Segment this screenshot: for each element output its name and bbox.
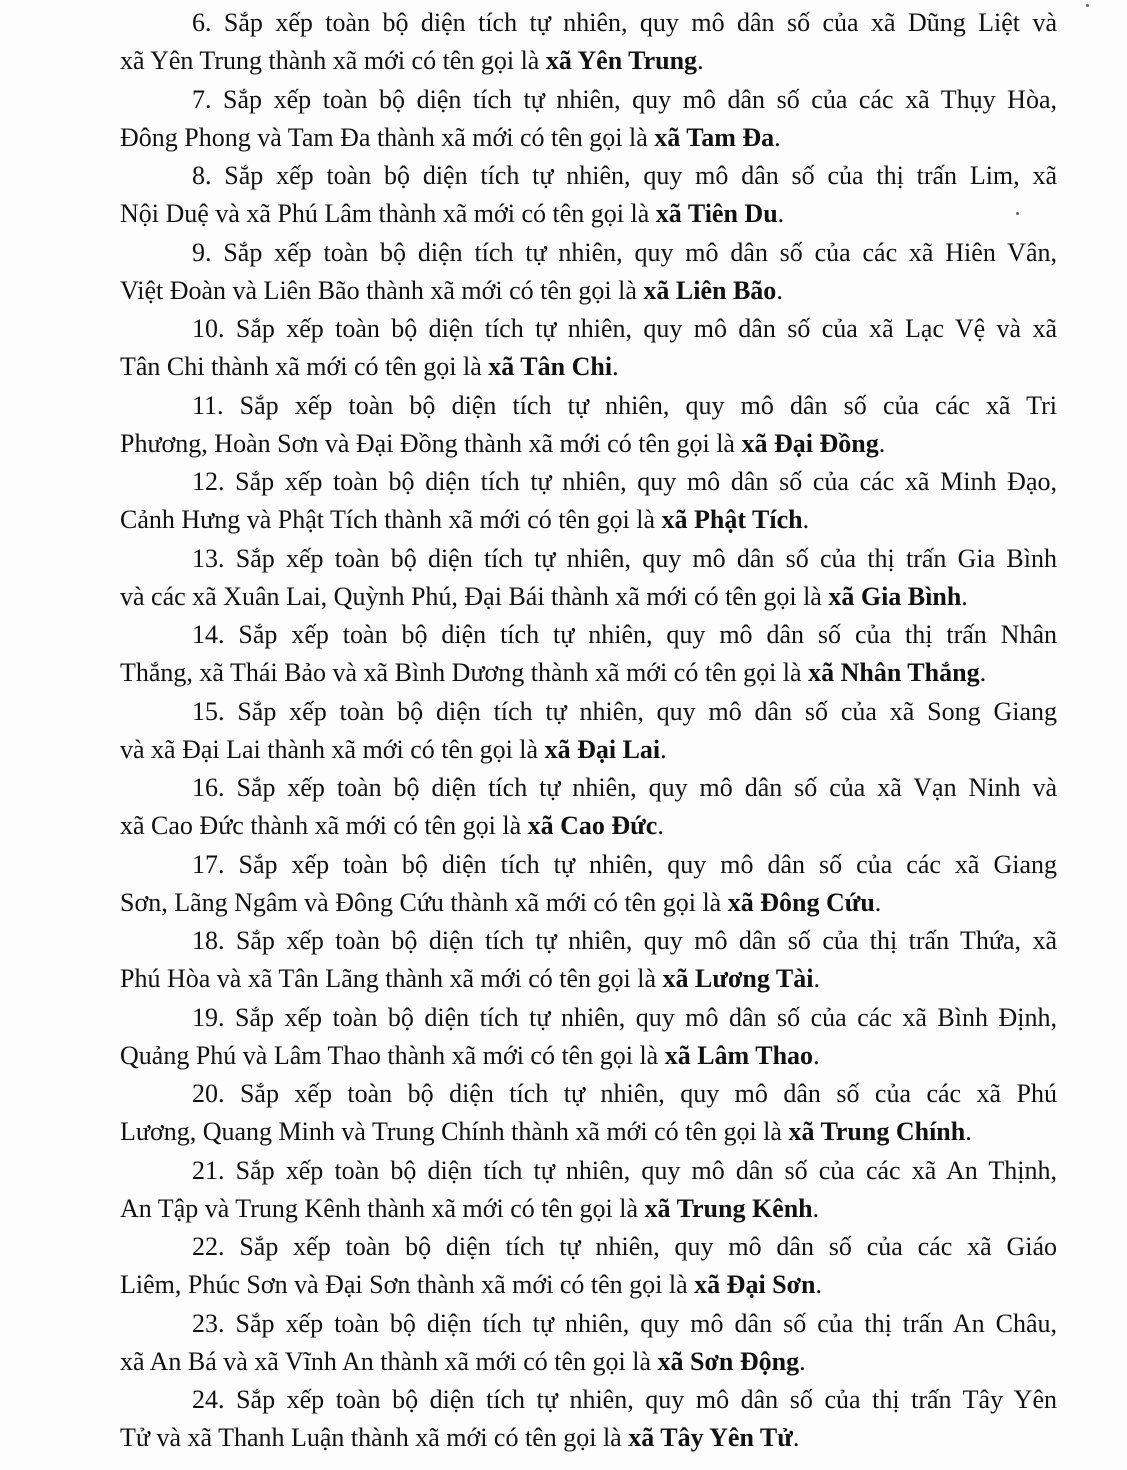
item-first-line: 24. Sắp xếp toàn bộ diện tích tự nhiên, quy mô dân số của thị trấn Tây Yên: [192, 1385, 1057, 1414]
commune-name: xã Tây Yên Tử: [628, 1423, 793, 1452]
item-second-line: [120, 1266, 1057, 1304]
commune-name: xã Lương Tài: [662, 964, 814, 993]
commune-name: xã Phật Tích: [661, 505, 803, 534]
item-second-line: [120, 1037, 1057, 1075]
list-item: [120, 769, 1057, 846]
list-item: [120, 81, 1057, 158]
list-item: [120, 234, 1057, 311]
item-first-line: 9. Sắp xếp toàn bộ diện tích tự nhiên, quy mô dân số của các xã Hiên Vân,: [192, 237, 1057, 267]
item-end-punctuation: .: [813, 964, 820, 993]
item-text: Sơn, Lãng Ngâm và Đông Cứu thành xã mới có tên gọi là: [120, 887, 728, 917]
item-end-punctuation: .: [813, 1040, 820, 1070]
commune-name: xã Đông Cứu: [727, 887, 875, 917]
list-item: [120, 922, 1057, 999]
item-first-line: 22. Sắp xếp toàn bộ diện tích tự nhiên, quy mô dân số của các xã Giáo: [192, 1232, 1057, 1261]
commune-name: xã Nhân Thắng: [808, 658, 980, 687]
item-end-punctuation: .: [961, 581, 968, 611]
item-text: Liêm, Phúc Sơn và Đại Sơn thành xã mới có tên gọi là: [120, 1270, 695, 1299]
list-item: [120, 846, 1057, 923]
item-end-punctuation: .: [612, 352, 619, 381]
commune-name: xã Tân Chi: [488, 352, 613, 381]
item-first-line: 6. Sắp xếp toàn bộ diện tích tự nhiên, quy mô dân số của xã Dũng Liệt và: [192, 8, 1057, 37]
item-second-line: [120, 501, 1057, 539]
item-second-line: [120, 1419, 1057, 1457]
item-first-line: 8. Sắp xếp toàn bộ diện tích tự nhiên, quy mô dân số của thị trấn Lim, xã: [192, 161, 1057, 190]
commune-name: xã Đại Sơn: [694, 1270, 816, 1299]
item-end-punctuation: .: [874, 887, 882, 917]
item-second-line: [120, 654, 1057, 692]
item-first-line: 17. Sắp xếp toàn bộ diện tích tự nhiên, quy mô dân số của các xã Giang: [192, 849, 1057, 879]
item-text: Quảng Phú và Lâm Thao thành xã mới có tên gọi là: [120, 1040, 665, 1070]
commune-name: xã Liên Bão: [643, 275, 777, 305]
scan-speck: [1086, 4, 1089, 7]
item-end-punctuation: .: [777, 199, 785, 228]
item-end-punctuation: .: [657, 811, 664, 840]
list-item: [120, 999, 1057, 1076]
item-text: Nội Duệ và xã Phú Lâm thành xã mới có tên gọi là: [120, 199, 656, 228]
item-second-line: [120, 42, 1057, 80]
item-text: xã Yên Trung thành xã mới có tên gọi là: [120, 46, 546, 75]
item-end-punctuation: .: [965, 1117, 972, 1146]
item-text: Thắng, xã Thái Bảo và xã Bình Dương thành xã mới có tên gọi là: [120, 658, 809, 687]
item-second-line: [120, 807, 1057, 845]
item-second-line: [120, 425, 1057, 463]
item-text: An Tập và Trung Kênh thành xã mới có tên gọi là: [120, 1193, 645, 1223]
item-text: và các xã Xuân Lai, Quỳnh Phú, Đại Bái thành xã mới có tên gọi là: [120, 581, 829, 611]
item-first-line: 11. Sắp xếp toàn bộ diện tích tự nhiên, quy mô dân số của các xã Tri: [192, 390, 1057, 420]
item-second-line: [120, 272, 1057, 310]
item-text: Cảnh Hưng và Phật Tích thành xã mới có tên gọi là: [120, 505, 662, 534]
list-item: [120, 4, 1057, 81]
item-text: Đông Phong và Tam Đa thành xã mới có tên gọi là: [120, 122, 655, 152]
commune-name: xã Trung Chính: [788, 1117, 966, 1146]
item-first-line: 18. Sắp xếp toàn bộ diện tích tự nhiên, quy mô dân số của thị trấn Thứa, xã: [192, 926, 1057, 955]
item-end-punctuation: .: [979, 658, 987, 687]
item-second-line: [120, 1343, 1057, 1381]
item-text: Tử và xã Thanh Luận thành xã mới có tên gọi là: [120, 1423, 629, 1452]
item-second-line: [120, 578, 1057, 616]
list-item: [120, 1228, 1057, 1305]
item-end-punctuation: .: [792, 1423, 800, 1452]
list-item: [120, 1305, 1057, 1382]
item-text: và xã Đại Lai thành xã mới có tên gọi là: [120, 734, 545, 764]
item-first-line: 10. Sắp xếp toàn bộ diện tích tự nhiên, quy mô dân số của xã Lạc Vệ và xã: [192, 314, 1057, 343]
item-second-line: [120, 1190, 1057, 1228]
item-end-punctuation: .: [878, 428, 886, 458]
list-item: [120, 616, 1057, 693]
item-second-line: [120, 348, 1057, 386]
item-first-line: 12. Sắp xếp toàn bộ diện tích tự nhiên, quy mô dân số của các xã Minh Đạo,: [192, 467, 1057, 496]
list-item: [120, 463, 1057, 540]
list-item: [120, 1152, 1057, 1229]
item-end-punctuation: .: [776, 275, 783, 305]
commune-name: xã Đại Lai: [544, 734, 661, 764]
list-item: [120, 540, 1057, 617]
item-second-line: [120, 960, 1057, 998]
item-text: xã An Bá và xã Vĩnh An thành xã mới có tên gọi là: [120, 1346, 658, 1376]
item-first-line: 15. Sắp xếp toàn bộ diện tích tự nhiên, quy mô dân số của xã Song Giang: [192, 696, 1057, 726]
item-first-line: 14. Sắp xếp toàn bộ diện tích tự nhiên, quy mô dân số của thị trấn Nhân: [192, 620, 1057, 649]
list-item: [120, 1075, 1057, 1152]
item-end-punctuation: .: [815, 1270, 822, 1299]
commune-name: xã Tam Đa: [654, 122, 775, 152]
item-first-line: 21. Sắp xếp toàn bộ diện tích tự nhiên, quy mô dân số của các xã An Thịnh,: [192, 1155, 1057, 1185]
commune-name: xã Sơn Động: [657, 1346, 800, 1376]
list-item: [120, 310, 1057, 387]
commune-name: xã Yên Trung: [545, 46, 698, 75]
item-text: Tân Chi thành xã mới có tên gọi là: [120, 352, 489, 381]
item-end-punctuation: .: [774, 122, 781, 152]
item-first-line: 16. Sắp xếp toàn bộ diện tích tự nhiên, quy mô dân số của xã Vạn Ninh và: [192, 773, 1057, 802]
commune-name: xã Lâm Thao: [664, 1040, 814, 1070]
commune-name: xã Trung Kênh: [644, 1193, 813, 1223]
item-first-line: 13. Sắp xếp toàn bộ diện tích tự nhiên, quy mô dân số của thị trấn Gia Bình: [192, 543, 1057, 573]
list-item: [120, 387, 1057, 464]
item-first-line: 7. Sắp xếp toàn bộ diện tích tự nhiên, quy mô dân số của các xã Thụy Hòa,: [192, 84, 1057, 114]
item-text: Việt Đoàn và Liên Bão thành xã mới có tên gọi là: [120, 275, 644, 305]
scan-speck: [1016, 212, 1019, 215]
commune-name: xã Cao Đức: [527, 811, 658, 840]
commune-name: xã Tiên Du: [655, 199, 778, 228]
item-text: Lương, Quang Minh và Trung Chính thành xã mới có tên gọi là: [120, 1117, 789, 1146]
item-text: Phú Hòa và xã Tân Lãng thành xã mới có tên gọi là: [120, 964, 663, 993]
item-end-punctuation: .: [799, 1346, 806, 1376]
commune-name: xã Gia Bình: [828, 581, 962, 611]
item-second-line: [120, 731, 1057, 769]
item-second-line: [120, 1113, 1057, 1151]
item-end-punctuation: .: [812, 1193, 820, 1223]
list-item: [120, 1381, 1057, 1458]
list-item: [120, 157, 1057, 234]
item-end-punctuation: .: [802, 505, 810, 534]
item-first-line: 20. Sắp xếp toàn bộ diện tích tự nhiên, quy mô dân số của các xã Phú: [192, 1079, 1057, 1108]
item-end-punctuation: .: [697, 46, 704, 75]
item-text: Phương, Hoàn Sơn và Đại Đồng thành xã mới có tên gọi là: [120, 428, 742, 458]
item-second-line: [120, 119, 1057, 157]
article-list: [120, 4, 1057, 1458]
item-first-line: 19. Sắp xếp toàn bộ diện tích tự nhiên, quy mô dân số của các xã Bình Định,: [192, 1002, 1057, 1032]
item-second-line: [120, 195, 1057, 233]
item-text: xã Cao Đức thành xã mới có tên gọi là: [120, 811, 528, 840]
commune-name: xã Đại Đồng: [741, 428, 879, 458]
item-end-punctuation: .: [660, 734, 667, 764]
item-second-line: [120, 884, 1057, 922]
list-item: [120, 693, 1057, 770]
item-first-line: 23. Sắp xếp toàn bộ diện tích tự nhiên, quy mô dân số của thị trấn An Châu,: [192, 1308, 1057, 1338]
